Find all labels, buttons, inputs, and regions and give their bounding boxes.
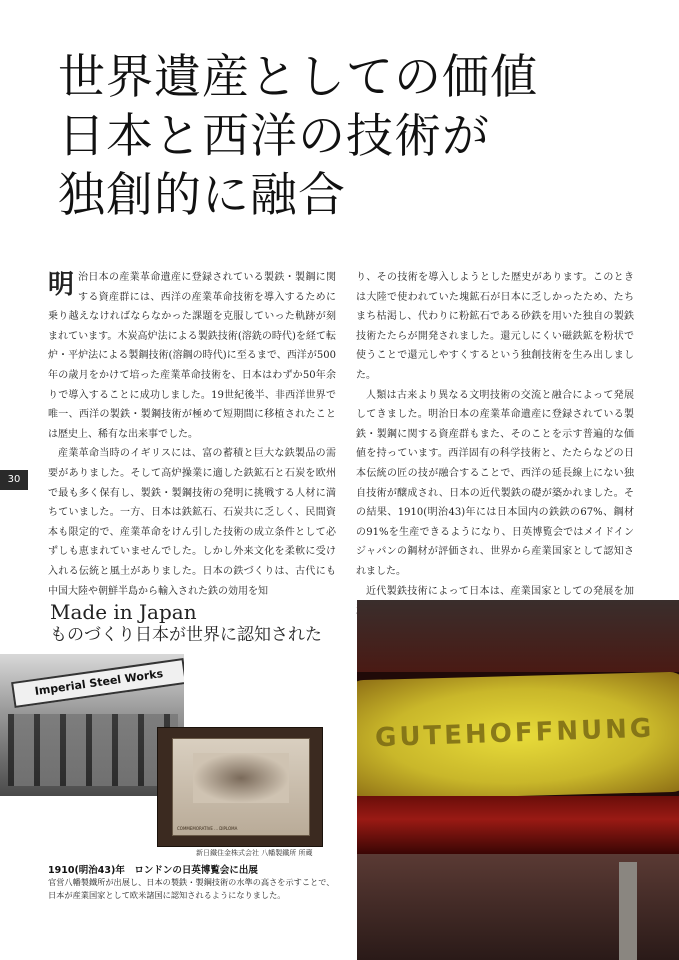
paragraph: 近代製鉄技術によって日本は、産業国家としての発展を加 [366,585,634,597]
paragraph: 産業革命当時のイギリスには、富の蓄積と巨大な鉄製品の需要がありました。そして高炉操業に適した鉄鉱石と石炭を欧州で最も多く保有し、製鉄・製鋼技術の発明に挑戦する人材に満ちていました。一方、日本は鉄鉱石、石炭共に乏しく、民間資本も限定的で、産業革命をけん引した技術の成立条件として必ずしも恵まれていませんでした。しかし外来文化を柔軟に受け入れる伝統と風土がありました。日本の鉄づくりは、古代にも中国大陸や朝鮮半島から輸入された鉄の効用を知 [48,448,336,597]
diploma-illustration [193,753,289,803]
rail-base [357,796,679,854]
factory-sign: Imperial Steel Works [11,658,184,708]
page-number: 30 [0,470,28,490]
paragraph-text: 治日本の産業革命遺産に登録されている製鉄・製鋼に関する資産群には、西洋の産業革命技術を導入するために乗り越えなければならなかった課題を克服していった軌跡が刻まれています。木炭高炉法による製鉄技術(溶銑の時代)を経て転炉・平炉法による製鋼技術(溶鋼の時代)に至るまで、西洋が500年の歳月をかけて培った産業革命技術を、日本はわずか50年余りで導入することに成功しました。19世紀後半、非西洋世界で唯一、西洋の製鉄・製鋼技術が極めて短期間に移植されたことは歴史上、稀有な出来事でした。 [48,272,336,440]
body-column-left [48,268,336,601]
rail-photo [357,600,679,960]
section-subtitle: ものづくり日本が世界に認知された [50,625,322,645]
drop-cap: 明 [48,270,75,300]
diploma-caption: COMMEMORATIVE ... DIPLOMA [177,826,238,831]
mill-post [619,862,637,960]
paragraph: り、その技術を導入しようとした歴史があります。このときは大陸で使われていた塊鉱石が日本に乏しかったため、たちまち枯渇し、代わりに粉鉱石である砂鉄を用いた独自の製鉄技術たたらが開発されました。還元しにくい磁鉄鉱を粉状で使うことで還元しやすくするという独創技術を生み出しました。 [356,272,634,381]
page-title [58,48,658,225]
factory-windows [8,714,178,786]
diploma-sheet [172,738,310,836]
paragraph [48,268,336,444]
caption-body: 官営八幡製鐵所が出展し、日本の製鉄・製鋼技術の水準の高さを示すことで、日本が産業国家として欧米諸国に認知されるようになりました。 [48,877,335,900]
body-column-right [356,268,634,640]
factory-photo [0,654,184,796]
paragraph: 人類は古来より異なる文明技術の交流と融合によって発展してきました。明治日本の産業革命遺産に登録されている製鉄・製鋼に関する資産群もまた、そのことを示す普遍的な価値を持っています。西洋固有の科学技術と、たたらなどの日本伝統の匠の技が融合することで、西洋の延長線上にない独自技術が醸成され、日本の近代製鉄の礎が築かれました。その結果、1910(明治43)年には日本国内の鉄鉄の67%、鋼材の91%を生産できるようになり、日英博覧会ではメイドインジャパンの鋼材が評価され、世界から産業国家として認知されました。 [356,389,634,577]
rail-emboss: GUTEHOFFNUNG [374,713,655,754]
title-line-2: 日本と西洋の技術が [58,109,490,164]
title-line-3: 独創的に融合 [58,168,346,223]
photo-credit: 新日鐵住金株式会社 八幡製鐵所 所蔵 [196,849,313,857]
diploma-photo [158,728,322,846]
title-line-1: 世界遺産としての価値 [58,50,538,105]
caption-heading: 1910(明治43)年 ロンドンの日英博覧会に出展 [48,865,258,876]
section-title: Made in Japan [50,600,197,624]
rail-background [357,600,679,672]
